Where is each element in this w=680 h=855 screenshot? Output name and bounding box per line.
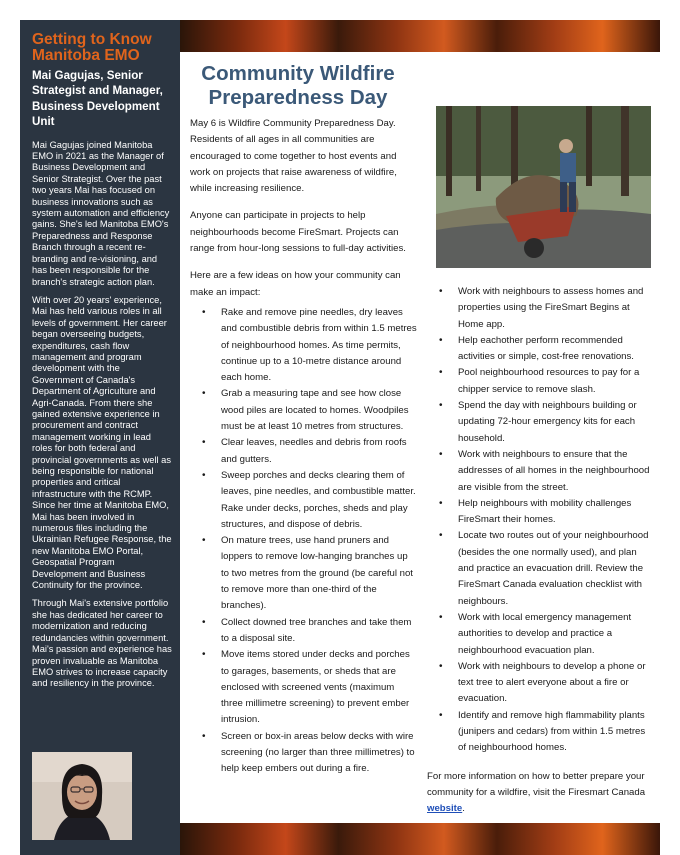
fire-banner-top [180, 20, 660, 52]
wheelbarrow-photo [436, 106, 651, 268]
article-headline: Community Wildfire Preparedness Day [201, 62, 395, 109]
sidebar-paragraph: Through Mai's extensive portfolio she has dedicated her career to modernization and reducing redundancies within government. Mai's passion and experience has proven invaluable as Manitoba EMO strives to increase capacity and resiliency in the province. [32, 598, 172, 689]
article-column-left [190, 116, 418, 778]
more-info-text: For more information on how to better prepare your community for a wildfire, visit the Firesmart Canada [427, 770, 646, 798]
website-link[interactable]: website [427, 803, 463, 815]
intro-paragraph: Anyone can participate in projects to help neighbourhoods become FireSmart. Projects can range from hour-long sessions to full-day activities. [190, 210, 406, 255]
list-item: • Work with neighbours to develop a phone or text tree to alert everyone about a fire or evacuation. [427, 659, 652, 708]
list-item: • Work with neighbours to assess homes and properties using the FireSmart Begins at Home app. [427, 284, 652, 333]
portrait-photo [32, 752, 132, 840]
list-item: • Pool neighbourhood resources to pay for a chipper service to remove slash. [427, 365, 652, 398]
sidebar-title: Getting to Know Manitoba EMO [32, 31, 152, 64]
list-item: • Help eachother perform recommended activities or simple, cost-free renovations. [427, 333, 652, 366]
list-item: • Work with local emergency management authorities to develop and practice a neighbourhood evacuation plan. [427, 610, 652, 659]
list-item: • Move items stored under decks and porches to garages, basements, or sheds that are enclosed with screened vents (maximum three millimetre screening) to prevent ember intrusion. [190, 647, 418, 728]
more-info-paragraph [427, 769, 652, 818]
ideas-list [190, 305, 418, 778]
sidebar-panel [20, 20, 180, 855]
list-item: • Locate two routes out of your neighbourhood (besides the one normally used), and plan and practice an evacuation drill. Review the FireSmart Canada evaluation checklist with neighbours. [427, 528, 652, 609]
intro-paragraph: May 6 is Wildfire Community Preparedness Day. Residents of all ages in all communities are encouraged to come together to host events and work on projects that raise awareness of wildfire, while increasing resilience. [190, 118, 397, 195]
sidebar-paragraph: Mai Gagujas joined Manitoba EMO in 2021 as the Manager of Business Development and Senior Strategist. Over the past two years Mai has focused on business innovations such as system automation and efficiency gains. She's led Manitoba EMO's Preparedness and Response Branch through a recent re-branding and re-visioning, and has been responsible for the branch's strategic action plan. [32, 139, 170, 287]
list-item: • Spend the day with neighbours building or updating 72-hour emergency kits for each household. [427, 398, 652, 447]
intro-paragraph: Here are a few ideas on how your community can make an impact: [190, 270, 401, 298]
list-item: • Screen or box-in areas below decks with wire screening (no larger than three millimetres) to help keep embers out during a fire. [190, 729, 418, 778]
fire-banner-bottom [180, 823, 660, 855]
list-item: • On mature trees, use hand pruners and loppers to remove low-hanging branches up to two metres from the ground (be careful not to remove more than one-third of the branches). [190, 533, 418, 614]
list-item: • Sweep porches and decks clearing them of leaves, pine needles, and combustible matter. Rake under decks, porches, sheds and play structures, and dispose of debris. [190, 468, 418, 533]
wheelbarrow-illustration [436, 106, 651, 268]
list-item: • Rake and remove pine needles, dry leaves and combustible debris from within 1.5 metres of neighbourhood homes. As time permits, continue up to a 10-metre distance around each home. [190, 305, 418, 386]
more-info-end: . [462, 803, 465, 815]
list-item: • Help neighbours with mobility challenges FireSmart their homes. [427, 496, 652, 529]
list-item: • Clear leaves, needles and debris from roofs and gutters. [190, 435, 418, 468]
article-column-right [427, 280, 652, 818]
list-item: • Collect downed tree branches and take them to a disposal site. [190, 615, 418, 648]
sidebar-paragraph: With over 20 years' experience, Mai has held various roles in all levels of government. Her career began overseeing budgets, expenditures, cash flow management and program development with the Government of Canada's Department of Agriculture and Agri-Canada. From there she gained extensive experience in procurement and contract management working in lead roles for both federal and provincial governments as well as being responsible for national properties and critical infrastructure with the RCMP. Since her time at Manitoba EMO, Mai has been involved in numerous files including the Ukrainian Refugee Response, the new Manitoba EMO Portal, Geospatial Program Development and Business Continuity for the province. [32, 294, 172, 591]
sidebar-subtitle: Mai Gagujas, Senior Strategist and Manager, Business Development Unit [32, 69, 163, 129]
sidebar-content [32, 32, 172, 690]
portrait-illustration [32, 752, 132, 840]
ideas-list-continued [427, 284, 652, 757]
list-item: • Grab a measuring tape and see how close wood piles are located to homes. Woodpiles must be at least 10 metres from structures. [190, 386, 418, 435]
list-item: • Work with neighbours to ensure that the addresses of all homes in the neighbourhood are visible from the street. [427, 447, 652, 496]
list-item: • Identify and remove high flammability plants (junipers and cedars) from within 1.5 metres of neighbourhood homes. [427, 708, 652, 757]
